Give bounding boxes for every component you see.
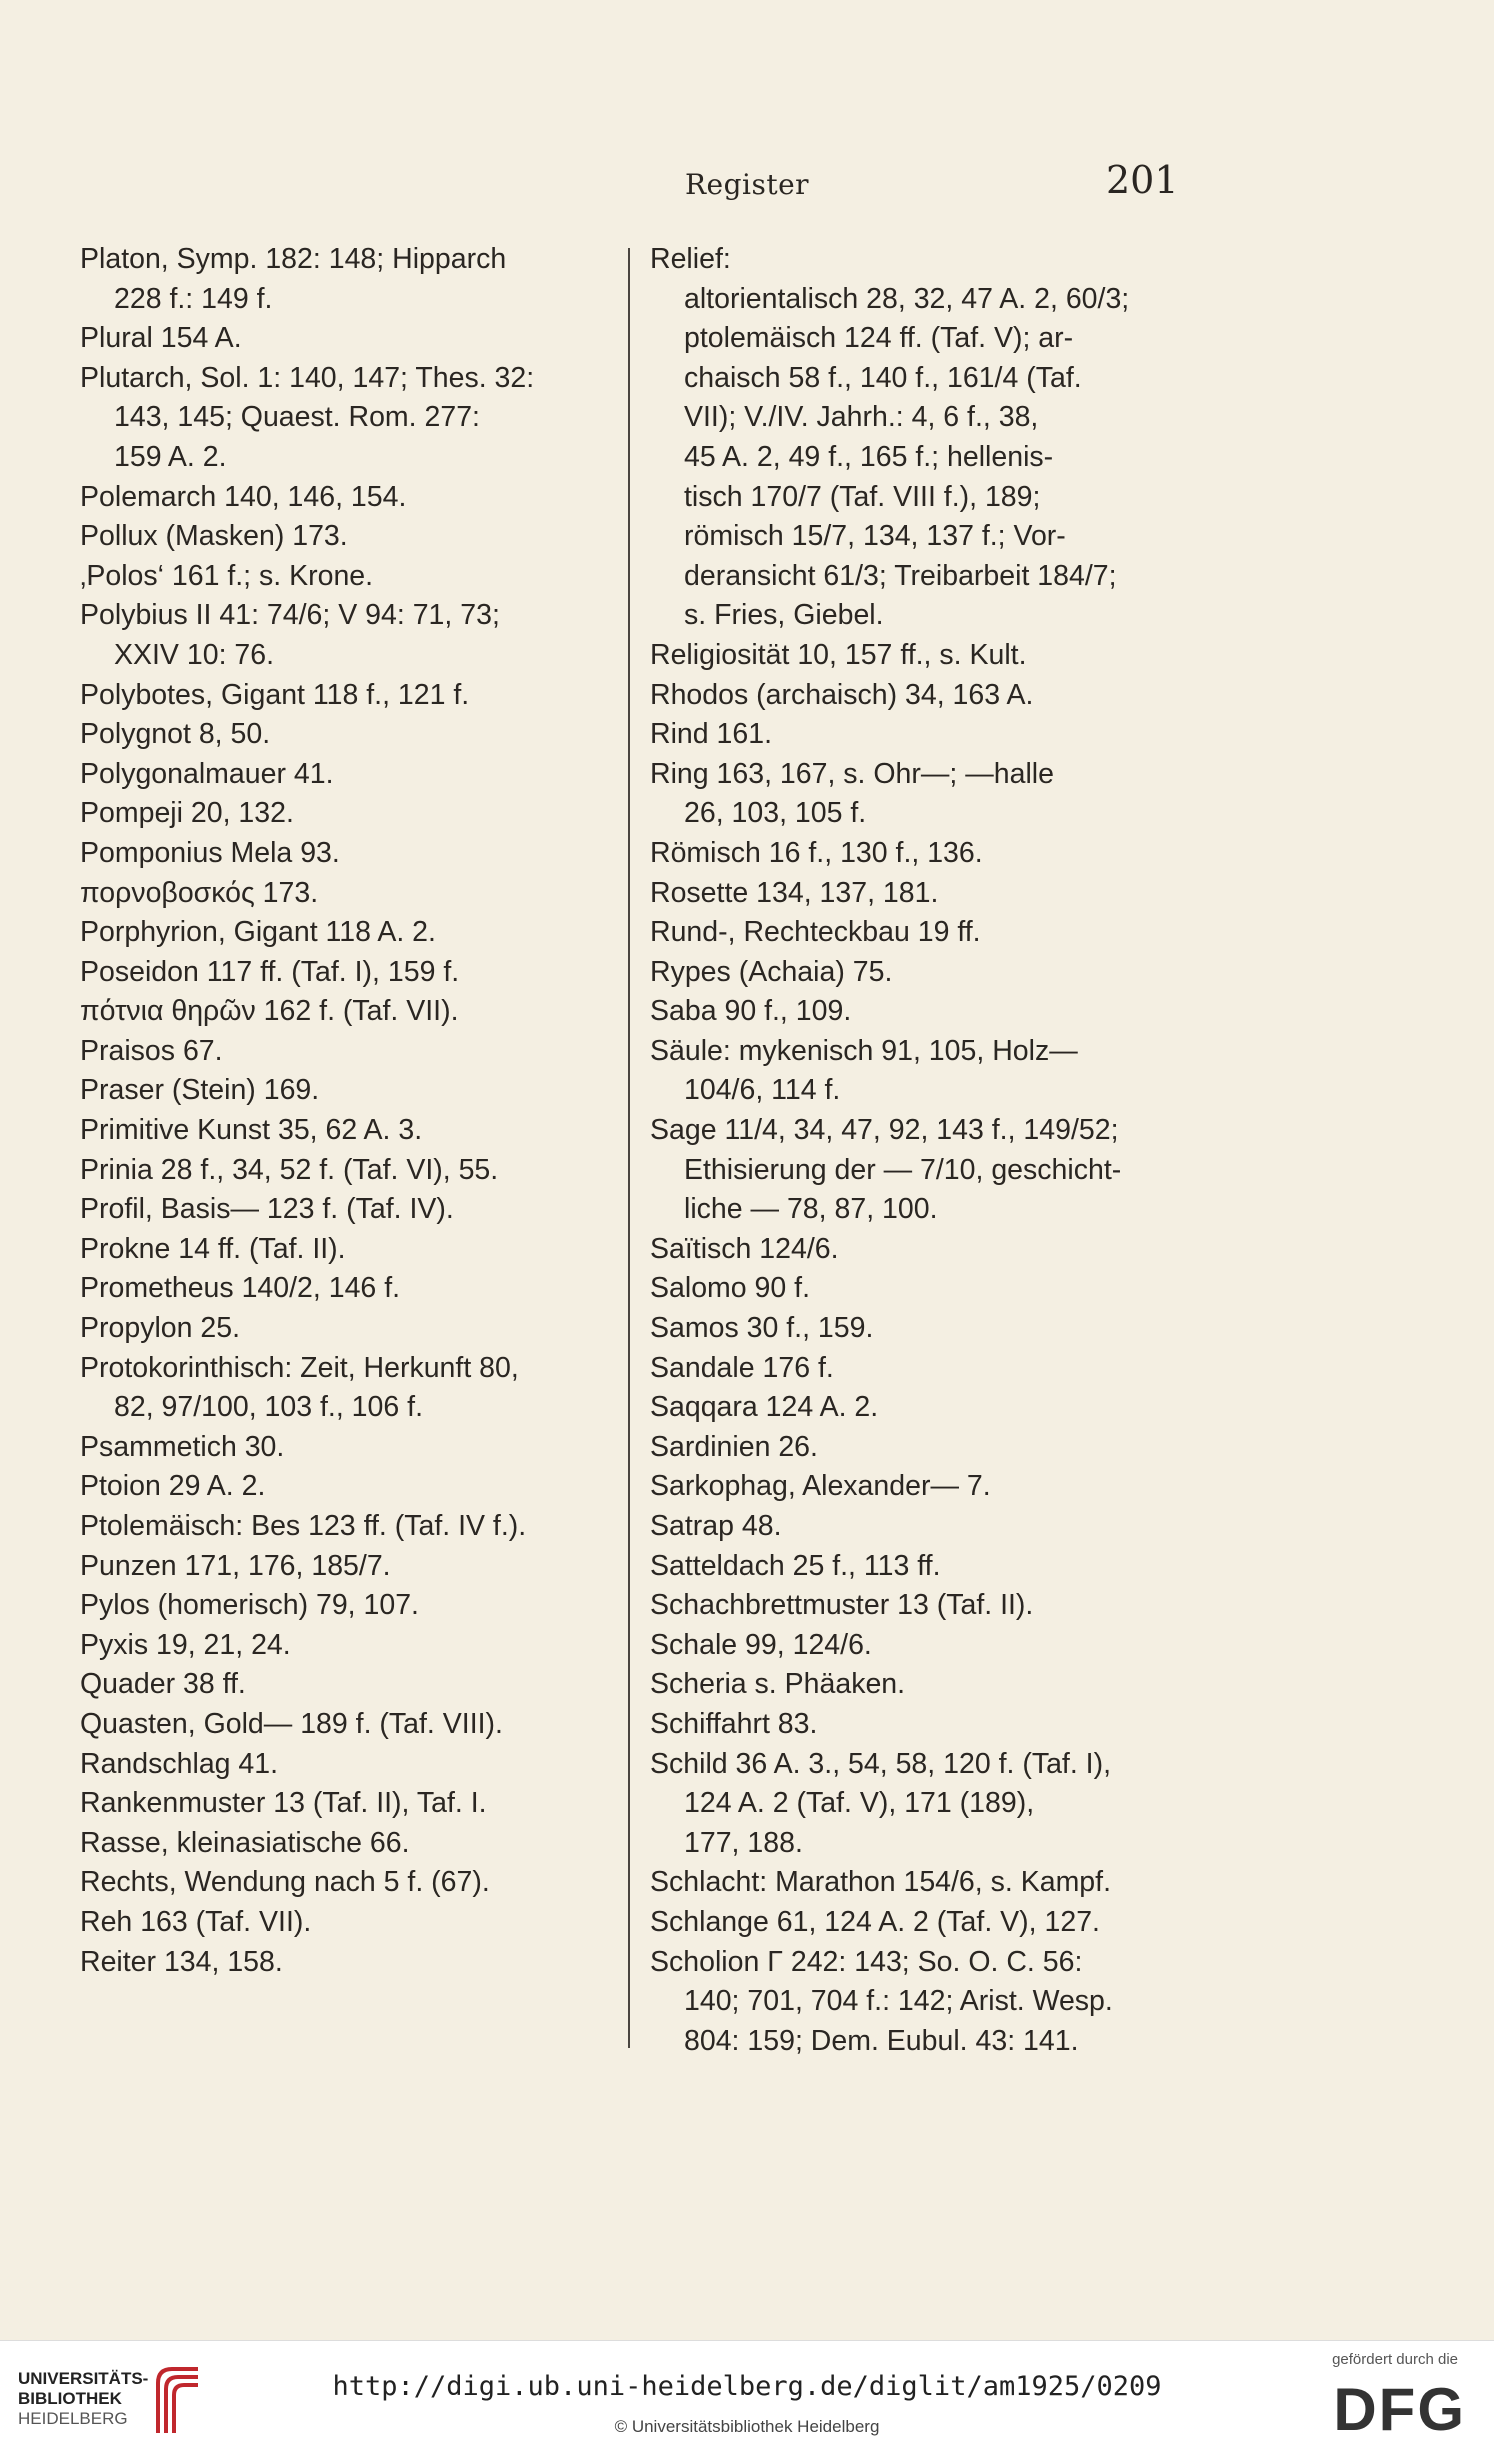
index-entry-line: Psammetich 30. [80,1430,285,1463]
index-entry [650,953,1210,993]
index-entry-line: Rypes (Achaia) 75. [650,955,893,988]
index-entry [650,992,1210,1032]
index-entry [80,1784,640,1824]
index-entry-line: Primitive Kunst 35, 62 A. 3. [80,1114,423,1147]
index-entry-line: Rankenmuster 13 (Taf. II), Taf. I. [80,1787,487,1820]
index-entry [80,1586,640,1626]
index-entry [80,1309,640,1349]
index-entry-line: Schlange 61, 124 A. 2 (Taf. V), 127. [650,1905,1100,1938]
index-entry-line: Saba 90 f., 109. [650,995,852,1028]
index-entry-continuation: 82, 97/100, 103 f., 106 f. [114,1391,423,1424]
index-entry [650,1230,1210,1270]
index-entry-line: Scholion Γ 242: 143; So. O. C. 56: [650,1945,1083,1978]
index-entry-line: Pomponius Mela 93. [80,836,340,869]
index-entry-continuation: deransicht 61/3; Treibarbeit 184/7; [684,559,1117,592]
index-entry-line: ‚Polos‘ 161 f.; s. Krone. [80,559,374,592]
index-entry [80,913,640,953]
index-entry [80,1032,640,1072]
index-entry [80,992,640,1032]
index-entry-continuation: VII); V./IV. Jahrh.: 4, 6 f., 38, [684,401,1039,434]
index-entry-line: Pylos (homerisch) 79, 107. [80,1589,419,1622]
index-entry-continuation: ptolemäisch 124 ff. (Taf. V); ar- [684,322,1074,355]
index-entry-continuation: 45 A. 2, 49 f., 165 f.; hellenis- [684,440,1054,473]
index-entry-line: πότνια θηρῶν 162 f. (Taf. VII). [80,995,459,1028]
index-entry-line: Plutarch, Sol. 1: 140, 147; Thes. 32: [80,361,535,394]
index-entry [650,1309,1210,1349]
index-entry [650,1388,1210,1428]
index-entry-line: Sarkophag, Alexander— 7. [650,1470,991,1503]
index-entry [80,953,640,993]
index-entry-line: Polybius II 41: 74/6; V 94: 71, 73; [80,599,500,632]
index-entry [80,1111,640,1151]
index-entry-line: Prometheus 140/2, 146 f. [80,1272,401,1305]
index-entry [650,1943,1210,2062]
index-entry [650,1467,1210,1507]
index-entry-line: Poseidon 117 ff. (Taf. I), 159 f. [80,955,460,988]
index-entry-line: Religiosität 10, 157 ff., s. Kult. [650,638,1027,671]
index-entry-line: Säule: mykenisch 91, 105, Holz— [650,1034,1078,1067]
index-entry-line: Sardinien 26. [650,1430,818,1463]
index-entry-line: Randschlag 41. [80,1747,279,1780]
index-entry-line: Rasse, kleinasiatische 66. [80,1826,410,1859]
index-entry [80,676,640,716]
index-entry [80,240,640,319]
index-entry [80,1626,640,1666]
index-entry-line: Rhodos (archaisch) 34, 163 A. [650,678,1034,711]
index-entry-line: Protokorinthisch: Zeit, Herkunft 80, [80,1351,519,1384]
index-entry-line: Ptolemäisch: Bes 123 ff. (Taf. IV f.). [80,1510,527,1542]
column-divider [628,248,630,2048]
index-entry-continuation: 228 f.: 149 f. [114,282,273,315]
index-entry [80,1349,640,1428]
index-entry-line: Rosette 134, 137, 181. [650,876,939,909]
funding-note: gefördert durch die [1332,2351,1458,2368]
index-entry [80,478,640,518]
index-entry [80,794,640,834]
page-number: 201 [1106,158,1179,202]
index-entry-line: Quasten, Gold— 189 f. (Taf. VIII). [80,1707,503,1740]
index-entry-line: Rund-, Rechteckbau 19 ff. [650,916,981,949]
running-head: Register [684,168,810,201]
index-entry [80,1824,640,1864]
index-entry [650,913,1210,953]
index-entry-continuation: 159 A. 2. [114,440,227,473]
index-entry [80,1547,640,1587]
index-entry-line: Polybotes, Gigant 118 f., 121 f. [80,678,470,711]
index-column-right [650,240,1210,2061]
index-entry [650,834,1210,874]
index-entry-line: Satteldach 25 f., 113 ff. [650,1549,941,1582]
index-entry-line: Schiffahrt 83. [650,1707,818,1740]
index-entry-line: Schale 99, 124/6. [650,1628,872,1661]
index-entry [80,1665,640,1705]
index-entry-continuation: 177, 188. [684,1826,803,1859]
index-entry [80,1151,640,1191]
index-entry-continuation: 804: 159; Dem. Eubul. 43: 141. [684,2024,1079,2057]
library-name-line2: BIBLIOTHEK [18,2389,122,2408]
index-entry-continuation: tisch 170/7 (Taf. VIII f.), 189; [684,480,1041,513]
index-entry-line: Samos 30 f., 159. [650,1312,874,1345]
index-entry [80,319,640,359]
index-entry [650,715,1210,755]
index-entry [80,557,640,597]
index-entry-line: Praser (Stein) 169. [80,1074,320,1107]
index-entry [650,676,1210,716]
index-entry-continuation: s. Fries, Giebel. [684,599,884,632]
index-entry-line: Reh 163 (Taf. VII). [80,1905,312,1938]
index-entry [80,1190,640,1230]
index-entry [650,1903,1210,1943]
index-entry [80,1705,640,1745]
index-entry [650,1586,1210,1626]
index-entry [80,1230,640,1270]
index-entry [650,755,1210,834]
index-entry [80,517,640,557]
index-column-left [80,240,640,1982]
index-entry-line: Reiter 134, 158. [80,1945,283,1978]
index-entry [650,1507,1210,1547]
index-entry-line: Saïtisch 124/6. [650,1232,839,1265]
index-entry [80,834,640,874]
index-entry-line: Quader 38 ff. [80,1668,246,1701]
index-entry-line: Schachbrettmuster 13 (Taf. II). [650,1589,1034,1622]
footer-bar [0,2340,1494,2459]
index-entry-continuation: 143, 145; Quaest. Rom. 277: [114,401,480,434]
index-entry-line: Pollux (Masken) 173. [80,520,348,553]
index-entry [650,1626,1210,1666]
index-entry-continuation: chaisch 58 f., 140 f., 161/4 (Taf. [684,361,1082,394]
index-entry-continuation: Ethisierung der — 7/10, geschicht- [684,1153,1122,1186]
index-entry [650,1863,1210,1903]
index-entry [650,1428,1210,1468]
index-entry-line: Pyxis 19, 21, 24. [80,1628,291,1661]
index-entry [650,1745,1210,1864]
index-entry-line: Praisos 67. [80,1034,223,1067]
index-entry-continuation: XXIV 10: 76. [114,638,275,671]
index-entry [650,1349,1210,1389]
index-entry-line: Relief: [650,243,731,275]
index-entry-line: Polygnot 8, 50. [80,718,271,751]
index-entry-line: Porphyrion, Gigant 118 A. 2. [80,916,436,949]
index-entry-line: Prinia 28 f., 34, 52 f. (Taf. VI), 55. [80,1153,499,1186]
index-entry [650,636,1210,676]
copyright-notice: © Universitätsbibliothek Heidelberg [614,2417,880,2436]
dfg-logo[interactable]: DFG [1333,2376,1466,2443]
index-entry-line: Platon, Symp. 182: 148; Hipparch [80,243,507,275]
index-entry [80,1745,640,1785]
index-entry-continuation: römisch 15/7, 134, 137 f.; Vor- [684,520,1066,553]
index-entry-line: Propylon 25. [80,1312,241,1345]
index-entry-line: Saqqara 124 A. 2. [650,1391,879,1424]
index-entry [80,874,640,914]
index-entry [80,1507,640,1547]
index-entry-line: Salomo 90 f. [650,1272,811,1305]
permalink[interactable]: http://digi.ub.uni-heidelberg.de/diglit/am1925/0209 [332,2371,1162,2402]
index-entry-line: Pompeji 20, 132. [80,797,294,830]
index-entry [650,874,1210,914]
index-entry-line: Römisch 16 f., 130 f., 136. [650,836,983,869]
index-entry [650,1705,1210,1745]
index-entry-line: Polygonalmauer 41. [80,757,334,790]
index-entry [650,1111,1210,1230]
index-entry [80,596,640,675]
index-entry [80,1467,640,1507]
index-entry-line: πορνοβοσκός 173. [80,876,319,909]
index-entry [80,1071,640,1111]
index-entry-continuation: liche — 78, 87, 100. [684,1193,938,1226]
index-entry [80,715,640,755]
index-entry [650,1547,1210,1587]
index-entry [650,1665,1210,1705]
index-entry [650,1269,1210,1309]
index-entry [80,755,640,795]
index-entry-continuation: 104/6, 114 f. [684,1074,841,1107]
index-entry [80,1903,640,1943]
library-name-line3: HEIDELBERG [18,2409,128,2428]
index-entry-line: Sandale 176 f. [650,1351,834,1384]
index-entry [80,1428,640,1468]
index-entry-continuation: altorientalisch 28, 32, 47 A. 2, 60/3; [684,282,1130,315]
index-entry-line: Sage 11/4, 34, 47, 92, 143 f., 149/52; [650,1114,1119,1147]
index-entry [80,1269,640,1309]
index-entry-line: Satrap 48. [650,1510,782,1542]
index-entry [80,1863,640,1903]
index-entry-line: Rechts, Wendung nach 5 f. (67). [80,1866,490,1899]
index-entry-line: Prokne 14 ff. (Taf. II). [80,1232,346,1265]
index-entry-line: Schlacht: Marathon 154/6, s. Kampf. [650,1866,1111,1899]
index-entry-line: Polemarch 140, 146, 154. [80,480,407,513]
index-entry [80,1943,640,1983]
index-entry-line: Scheria s. Phäaken. [650,1668,906,1701]
index-entry-line: Plural 154 A. [80,322,242,355]
index-entry-line: Punzen 171, 176, 185/7. [80,1549,391,1582]
index-entry-line: Ptoion 29 A. 2. [80,1470,266,1503]
index-entry [650,240,1210,636]
index-entry [80,359,640,478]
index-entry-continuation: 140; 701, 704 f.: 142; Arist. Wesp. [684,1985,1113,2018]
index-entry-line: Profil, Basis— 123 f. (Taf. IV). [80,1193,454,1226]
index-entry-continuation: 26, 103, 105 f. [684,797,867,830]
library-name-line1: UNIVERSITÄTS- [18,2369,149,2388]
index-entry [650,1032,1210,1111]
index-entry-line: Rind 161. [650,718,773,751]
index-entry-line: Schild 36 A. 3., 54, 58, 120 f. (Taf. I), [650,1747,1112,1780]
index-entry-line: Ring 163, 167, s. Ohr—; —halle [650,757,1054,790]
index-entry-continuation: 124 A. 2 (Taf. V), 171 (189), [684,1787,1035,1820]
